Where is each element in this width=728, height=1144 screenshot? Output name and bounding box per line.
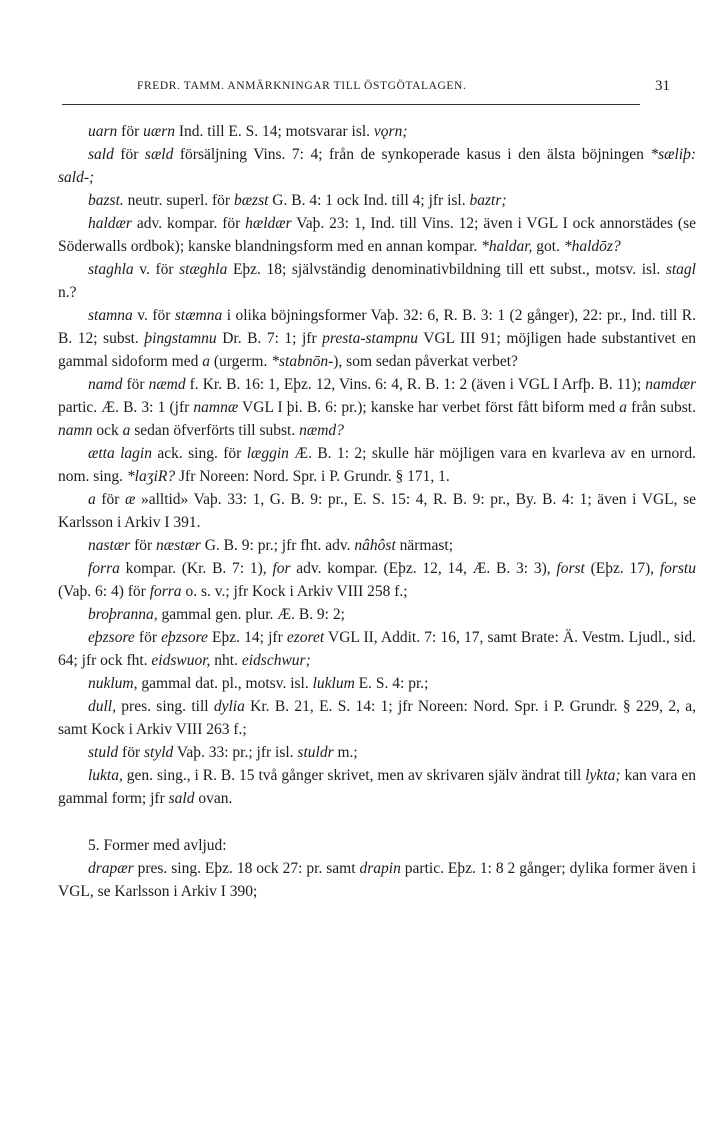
italic-term: *haldōz? xyxy=(563,238,621,255)
paragraph xyxy=(58,373,696,442)
italic-term: namn xyxy=(58,422,93,439)
italic-term: baztr; xyxy=(469,192,507,209)
text-run: »alltid» Vaþ. 33: 1, G. B. 9: pr., E. S. 15: 4, R. B. 9: pr., By. B. 4: 1; även i VGL, se Karlsson i Arkiv I 391. xyxy=(58,491,696,531)
italic-term: æ xyxy=(125,491,136,508)
italic-term: ezoret xyxy=(286,629,325,646)
text-run: gammal dat. pl., motsv. isl. xyxy=(137,675,313,692)
italic-term: lukta, xyxy=(88,767,123,784)
italic-term: a xyxy=(202,353,210,370)
italic-term: dylia xyxy=(213,698,245,715)
italic-term: ætta lagin xyxy=(88,445,152,462)
italic-term: nuklum, xyxy=(88,675,138,692)
italic-term: a xyxy=(88,491,96,508)
text-run: o. s. v.; jfr Kock i Arkiv VIII 258 f.; xyxy=(181,583,408,600)
text-run: (Eþz. 17), xyxy=(584,560,660,577)
text-run: got. xyxy=(532,238,564,255)
text-run: ovan. xyxy=(194,790,233,807)
italic-term: haldær xyxy=(88,215,132,232)
text-run: v. för xyxy=(133,261,180,278)
text-run: v. för xyxy=(132,307,175,324)
running-title: FREDR. TAMM. ANMÄRKNINGAR TILL ÖSTGÖTALAGEN. xyxy=(137,80,467,92)
text-run: Jfr Noreen: Nord. Spr. i P. Grundr. § 171, 1. xyxy=(175,468,450,485)
text-run: Eþz. 14; jfr xyxy=(207,629,287,646)
text-run: adv. kompar. (Eþz. 12, 14, Æ. B. 3: 3), xyxy=(290,560,557,577)
italic-term: sæld xyxy=(144,146,174,163)
italic-term: forra xyxy=(149,583,182,600)
paragraph xyxy=(58,741,696,764)
page-number: 31 xyxy=(655,78,670,94)
text-run: VGL III 91; möjligen hade substantivet en gammal sidoform med xyxy=(58,330,696,370)
italic-term: eidswuor, xyxy=(151,652,211,669)
italic-term: uarn xyxy=(88,123,118,140)
paragraph xyxy=(58,695,696,741)
text-run: adv. kompar. för xyxy=(131,215,246,232)
italic-term: *sæliþ: sald-; xyxy=(58,146,697,186)
text-run: för xyxy=(117,123,144,140)
italic-term: sald xyxy=(168,790,195,807)
text-run: gammal gen. plur. Æ. B. 9: 2; xyxy=(157,606,345,623)
text-run: partic. Æ. B. 3: 1 (jfr xyxy=(58,399,194,416)
paragraph xyxy=(58,189,696,212)
paragraph xyxy=(58,834,696,857)
italic-term: drapin xyxy=(359,860,401,877)
italic-term: bazst. xyxy=(88,192,124,209)
text-run: G. B. 4: 1 ock Ind. till 4; jfr isl. xyxy=(268,192,470,209)
text-run: ), som sedan påverkat verbet? xyxy=(333,353,518,370)
text-run: (urgerm. xyxy=(209,353,272,370)
text-run: för xyxy=(122,376,149,393)
paragraph xyxy=(58,534,696,557)
italic-term: bæzst xyxy=(233,192,269,209)
italic-term: *stabnōn- xyxy=(271,353,334,370)
paragraph xyxy=(58,212,696,258)
italic-term: næmd? xyxy=(299,422,344,439)
italic-term: drapær xyxy=(88,860,134,877)
italic-term: eidschwur; xyxy=(241,652,311,669)
italic-term: forra xyxy=(88,560,120,577)
text-run: ock xyxy=(92,422,123,439)
italic-term: a xyxy=(122,422,131,439)
italic-term: lykta; xyxy=(585,767,621,784)
italic-term: staghla xyxy=(88,261,134,278)
text-run: Vaþ. 33: pr.; jfr isl. xyxy=(173,744,298,761)
italic-term: styld xyxy=(143,744,174,761)
italic-term: stamna xyxy=(88,307,133,324)
italic-term: eþzsore xyxy=(161,629,208,646)
italic-term: eþzsore xyxy=(88,629,135,646)
text-run: f. Kr. B. 16: 1, Eþz. 12, Vins. 6: 4, R. B. 1: 2 (även i VGL I Arfþ. B. 11); xyxy=(185,376,646,393)
italic-term: stagl xyxy=(665,261,696,278)
italic-term: *laʒiR? xyxy=(126,468,176,485)
italic-term: stuldr xyxy=(297,744,334,761)
text-run: pres. sing. till xyxy=(116,698,214,715)
italic-term: þingstamnu xyxy=(144,330,217,347)
text-run: VGL I þi. B. 6: pr.); kanske har verbet först fått biform med xyxy=(238,399,620,416)
paragraph xyxy=(58,672,696,695)
text-run: Vaþ. 23: 1, Ind. till Vins. 12; även i VGL I ock annorstädes (se Söderwalls ordbok); kanske blandningsform med en annan kompar. xyxy=(58,215,696,255)
italic-term: hældær xyxy=(245,215,292,232)
text-run: n.? xyxy=(58,284,77,301)
italic-term: stæghla xyxy=(179,261,228,278)
italic-term: stuld xyxy=(88,744,119,761)
running-header xyxy=(62,78,670,105)
paragraph xyxy=(58,557,696,603)
italic-term: broþranna, xyxy=(88,606,158,623)
text-run: för xyxy=(113,146,145,163)
paragraph xyxy=(58,857,696,903)
italic-term: a xyxy=(619,399,628,416)
text-run: E. S. 4: pr.; xyxy=(354,675,429,692)
paragraph xyxy=(58,304,696,373)
text-run: gen. sing., i R. B. 15 två gånger skrivet, men av skrivaren själv ändrat till xyxy=(122,767,586,784)
italic-term: namdær xyxy=(645,376,697,393)
italic-term: vǫrn; xyxy=(373,123,408,140)
text-run: närmast; xyxy=(395,537,453,554)
text-run: Eþz. 18; självständig denominativbildning till ett subst., motsv. isl. xyxy=(227,261,666,278)
text-run: partic. Eþz. 1: 8 2 gånger; dylika former även i VGL, se Karlsson i Arkiv I 390; xyxy=(58,860,696,900)
italic-term: nastær xyxy=(88,537,131,554)
paragraph xyxy=(58,626,696,672)
italic-term: luklum xyxy=(312,675,355,692)
italic-term: dull, xyxy=(88,698,116,715)
text-run: pres. sing. Eþz. 18 ock 27: pr. samt xyxy=(133,860,360,877)
paragraph xyxy=(58,120,696,143)
text-run: G. B. 9: pr.; jfr fht. adv. xyxy=(200,537,355,554)
text-run: för xyxy=(118,744,144,761)
text-run: från subst. xyxy=(627,399,696,416)
text-run: i olika böjningsformer Vaþ. 32: 6, R. B. 3: 1 (2 gånger), 22: pr., Ind. till R. B. 12; subst. xyxy=(58,307,696,347)
italic-term: namnæ xyxy=(193,399,239,416)
text-run: neutr. superl. för xyxy=(123,192,234,209)
italic-term: sald xyxy=(88,146,114,163)
text-run: ack. sing. för xyxy=(151,445,247,462)
paragraph xyxy=(58,603,696,626)
text-run: för xyxy=(95,491,126,508)
text-run: Kr. B. 21, E. S. 14: 1; jfr Noreen: Nord. Spr. i P. Grundr. § 229, 2, a, samt Kock i Arkiv VIII 263 f.; xyxy=(58,698,697,738)
text-run: 5. Former med avljud: xyxy=(88,837,227,854)
italic-term: uærn xyxy=(143,123,175,140)
paragraph xyxy=(58,442,696,488)
text-run: (Vaþ. 6: 4) för xyxy=(58,583,150,600)
italic-term: namd xyxy=(88,376,123,393)
text-run: för xyxy=(134,629,162,646)
italic-term: presta-stampnu xyxy=(322,330,419,347)
italic-term: *haldar, xyxy=(481,238,533,255)
text-run: Æ. B. 1: 2; skulle här möjligen vara en kvarleva av en urnord. nom. sing. xyxy=(58,445,696,485)
italic-term: næstær xyxy=(156,537,201,554)
paragraph xyxy=(58,143,696,189)
text-run: för xyxy=(130,537,157,554)
italic-term: for xyxy=(272,560,291,577)
italic-term: forstu xyxy=(659,560,696,577)
body-text xyxy=(58,120,696,903)
text-run: VGL II, Addit. 7: 16, 17, samt Brate: Ä. Vestm. Ljudl., sid. 64; jfr ock fht. xyxy=(58,629,696,669)
italic-term: læggin xyxy=(246,445,289,462)
paragraph xyxy=(58,764,696,810)
paragraph xyxy=(58,488,696,534)
italic-term: nâhôst xyxy=(354,537,396,554)
paragraph xyxy=(58,258,696,304)
text-run: försäljning Vins. 7: 4; från de synkoperade kasus i den älsta böjningen xyxy=(173,146,651,163)
text-run: Dr. B. 7: 1; jfr xyxy=(216,330,323,347)
text-run: Ind. till E. S. 14; motsvarar isl. xyxy=(175,123,374,140)
italic-term: stæmna xyxy=(174,307,223,324)
italic-term: forst xyxy=(556,560,585,577)
text-run: m.; xyxy=(333,744,358,761)
italic-term: næmd xyxy=(148,376,186,393)
text-run: kompar. (Kr. B. 7: 1), xyxy=(119,560,273,577)
text-run: nht. xyxy=(210,652,242,669)
text-run: sedan öfverförts till subst. xyxy=(130,422,300,439)
text-run: kan vara en gammal form; jfr xyxy=(58,767,696,807)
